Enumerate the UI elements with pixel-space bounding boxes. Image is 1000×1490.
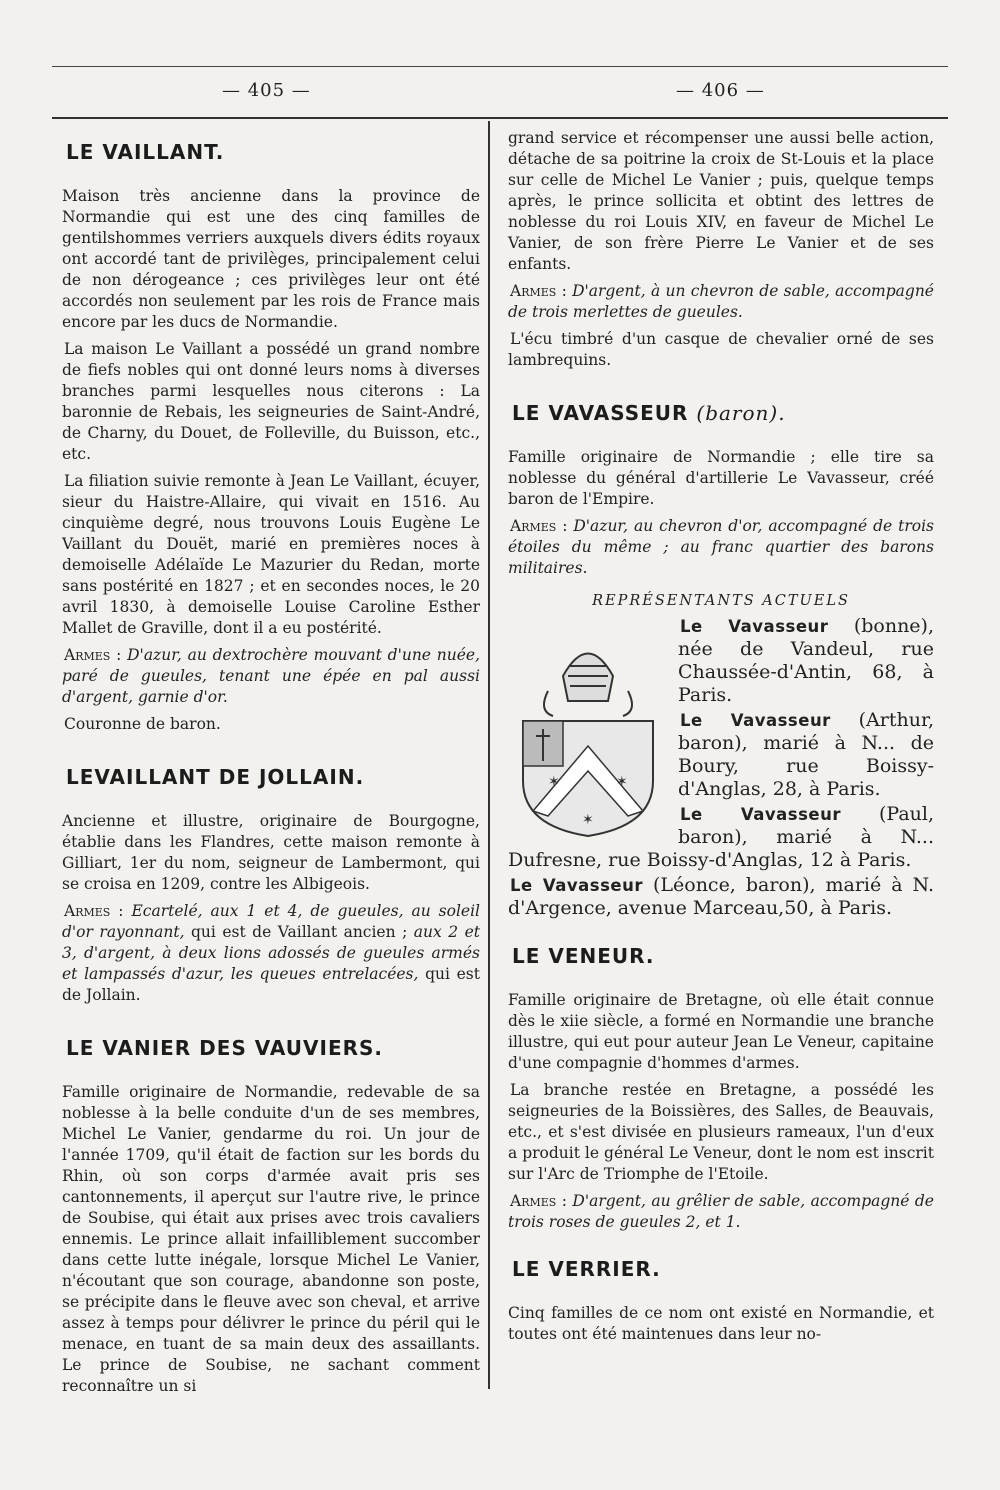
entry-title-le-vanier-des-vauviers: LE VANIER DES VAUVIERS. — [66, 1036, 384, 1060]
coat-of-arms-icon — [508, 621, 668, 841]
rep-name: Le Vavasseur — [680, 617, 829, 636]
page-number-right: — 406 — — [676, 80, 765, 101]
armes-blazon: D'argent, au grêlier de sable, accompagné de trois roses de gueules 2, et 1. — [508, 1192, 934, 1231]
rep-name: Le Vavasseur — [510, 876, 643, 895]
entry-text: Ancienne et illustre, originaire de Bourgogne, établie dans les Flandres, cette maison remonte à Gilliart, 1er du nom, seigneur de Lambermont, qui se croisa en 1209, contre les Albigeois. — [62, 812, 480, 893]
entry-text: L'écu timbré d'un casque de chevalier orné de ses lambrequins. — [508, 330, 934, 369]
armes-label: Armes : — [510, 282, 567, 300]
armes-line — [508, 1191, 934, 1233]
armes-label: Armes : — [64, 646, 122, 664]
rep-name: Le Vavasseur — [680, 711, 831, 730]
representatives-block — [508, 615, 934, 920]
armes-line — [508, 516, 934, 579]
header-rule — [52, 117, 948, 119]
entry-text: Couronne de baron. — [64, 715, 221, 733]
left-column — [62, 128, 480, 1403]
entry-title-le-vavasseur — [512, 401, 934, 425]
armes-label: Armes : — [510, 1192, 567, 1210]
entry-text: Famille originaire de Bretagne, où elle était connue dès le xiie siècle, a formé en Normandie une branche illustre, qui eut pour auteur Jean Le Veneur, capitaine d'une compagnie d'hommes d'armes. — [508, 991, 934, 1072]
top-rule — [52, 66, 948, 67]
entry-text: grand service et récompenser une aussi belle action, détache de sa poitrine la croix de St-Louis et la place sur celle de Michel Le Vanier ; puis, quelque temps après, le prince sollicita et obtint des lettres de noblesse du roi Louis XIV, en faveur de Michel Le Vanier, de son frère Pierre Le Vanier et de ses enfants. — [508, 129, 934, 273]
armes-blazon: Ecartelé, aux 1 et 4, de gueules, au soleil d'or rayonnant, — [62, 902, 480, 941]
svg-text:✶: ✶ — [616, 774, 628, 790]
title-text: LE VAVASSEUR — [512, 401, 689, 425]
entry-title-le-vaillant: LE VAILLANT. — [66, 140, 225, 164]
entry-text: Famille originaire de Normandie, redevable de sa noblesse à la belle conduite d'un de ses membres, Michel Le Vanier, gendarme du roi. Un jour de l'année 1709, qu'il était de faction sur les bords du Rhin, où son corps d'armée avait pris ses cantonnements, il aperçut sur l'autre rive, le prince de Soubise, qui était aux prises avec trois cavaliers ennemis. Le prince allait infailliblement succomber dans cette lutte inégale, lorsque Michel Le Vanier, n'écoutant que son courage, abandonne son poste, se précipite dans le fleuve avec son cheval, et arrive assez à temps pour délivrer le prince du péril qui le menace, en tuant de sa main deux des assaillants. Le prince de Soubise, ne sachant comment reconnaître un si — [62, 1083, 480, 1395]
armes-note: qui est de Vaillant ancien ; — [184, 923, 414, 941]
rep-details: (Arthur, baron), marié à N... de Boury, rue Boissy-d'Anglas, 28, à Paris. — [678, 709, 934, 800]
entry-text: Cinq familles de ce nom ont existé en Normandie, et toutes ont été maintenues dans leur no- — [508, 1304, 934, 1343]
entry-title-le-veneur: LE VENEUR. — [512, 944, 655, 968]
page-number-left: — 405 — — [222, 80, 311, 101]
armes-blazon: D'azur, au dextrochère mouvant d'une nuée, paré de gueules, tenant une épée en pal aussi d'argent, garnie d'or. — [62, 646, 480, 706]
entry-text: Famille originaire de Normandie ; elle tire sa noblesse du général d'artillerie Le Vavasseur, créé baron de l'Empire. — [508, 448, 934, 508]
svg-text:✶: ✶ — [548, 774, 560, 790]
right-column — [508, 128, 934, 1351]
armes-line — [62, 901, 480, 1006]
armes-label: Armes : — [510, 517, 568, 535]
rep-details: (bonne), née de Vandeul, rue Chaussée-d'Antin, 68, à Paris. — [678, 615, 934, 706]
armes-line — [508, 281, 934, 323]
rep-details: (Léonce, baron), marié à N. d'Argence, avenue Marceau,50, à Paris. — [508, 874, 934, 919]
entry-title-le-verrier: LE VERRIER. — [512, 1257, 661, 1281]
entry-text: Maison très ancienne dans la province de Normandie qui est une des cinq familles de gentilshommes verriers auxquels divers édits royaux ont accordé tant de privilèges, principalement celui de non dérogeance ; ces privilèges leur ont été accordés non seulement par les rois de France mais encore par les ducs de Normandie. — [62, 187, 480, 331]
armes-blazon: D'azur, au chevron d'or, accompagné de trois étoiles du même ; au franc quartier des barons militaires. — [508, 517, 934, 577]
title-italic: (baron). — [696, 401, 786, 425]
entry-text: La maison Le Vaillant a possédé un grand nombre de fiefs nobles qui ont donné leurs noms à diverses branches parmi lesquelles nous citerons : La baronnie de Rebais, les seigneuries de Saint-André, de Charny, du Douet, de Folleville, du Buisson, etc., etc. — [62, 340, 480, 463]
armes-label: Armes : — [64, 902, 124, 920]
rep-name: Le Vavasseur — [680, 805, 841, 824]
entry-text: La branche restée en Bretagne, a possédé les seigneuries de la Boissières, des Salles, de Beauvais, etc., et s'est divisée en plusieurs rameaux, l'un d'eux a produit le général Le Veneur, dont le nom est inscrit sur l'Arc de Triomphe de l'Etoile. — [508, 1081, 934, 1183]
armes-line — [62, 645, 480, 708]
armes-note: qui est de Jollain. — [62, 965, 480, 1004]
entry-text: La filiation suivie remonte à Jean Le Vaillant, écuyer, sieur du Haistre-Allaire, qui vivait en 1516. Au cinquième degré, nous trouvons Louis Eugène Le Vaillant du Douët, marié en premières noces à demoiselle Adélaïde Le Mazurier du Redan, morte sans postérité en 1827 ; et en secondes noces, le 20 avril 1830, à demoiselle Louise Caroline Esther Mallet de Graville, dont il a eu postérité. — [62, 472, 480, 637]
representatives-heading: REPRÉSENTANTS ACTUELS — [592, 593, 850, 609]
column-divider — [488, 121, 490, 1389]
representative-entry — [508, 874, 934, 920]
armes-blazon: aux 2 et 3, d'argent, à deux lions adossés de gueules armés et lampassés d'azur, les queues entrelacées, — [62, 923, 480, 983]
rep-details: (Paul, baron), marié à N... Dufresne, rue Boissy-d'Anglas, 12 à Paris. — [508, 803, 934, 871]
armes-blazon: D'argent, à un chevron de sable, accompagné de trois merlettes de gueules. — [508, 282, 934, 321]
entry-title-levaillant-de-jollain: LEVAILLANT DE JOLLAIN. — [66, 765, 365, 789]
svg-text:✶: ✶ — [582, 812, 594, 828]
